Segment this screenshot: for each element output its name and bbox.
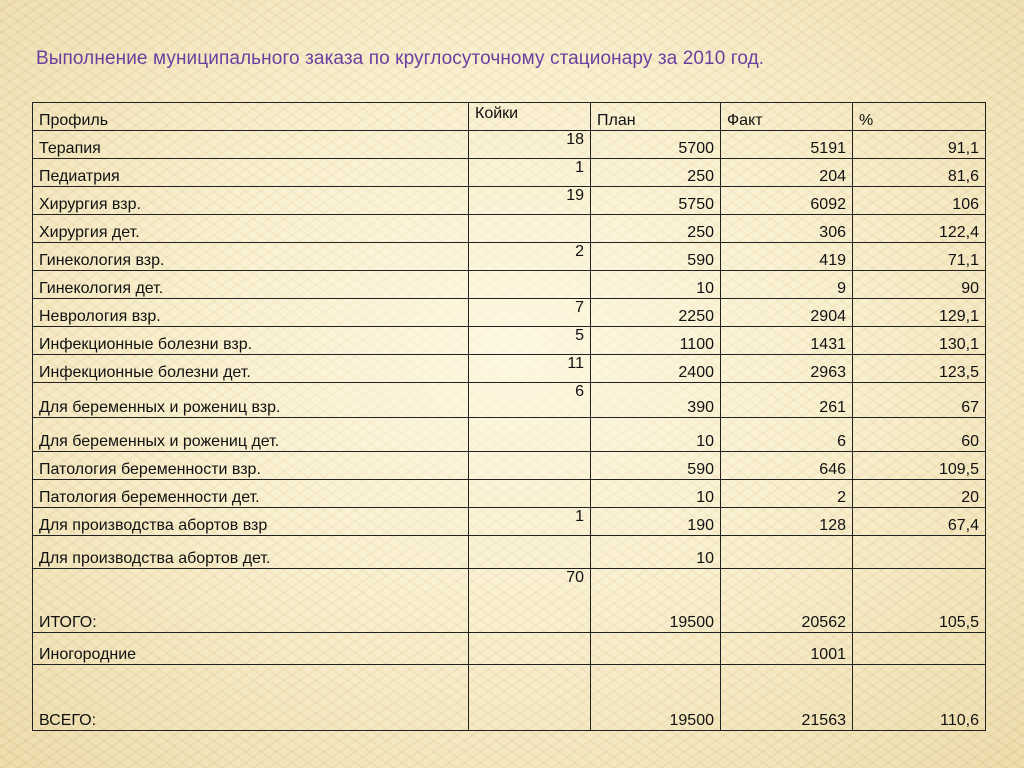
cell-fact: 9	[721, 271, 853, 299]
cell-beds: 2	[469, 243, 591, 271]
header-profile: Профиль	[33, 103, 469, 131]
cell-percent: 90	[853, 271, 986, 299]
cell-fact: 204	[721, 159, 853, 187]
table-row	[33, 452, 986, 480]
cell-plan: 10	[591, 418, 721, 452]
cell-beds	[469, 633, 591, 665]
cell-plan: 250	[591, 215, 721, 243]
cell-percent: 129,1	[853, 299, 986, 327]
table-row	[33, 187, 986, 215]
cell-percent: 122,4	[853, 215, 986, 243]
cell-percent: 130,1	[853, 327, 986, 355]
cell-beds	[469, 271, 591, 299]
cell-fact: 1431	[721, 327, 853, 355]
cell-percent: 109,5	[853, 452, 986, 480]
table-row	[33, 271, 986, 299]
table-row	[33, 665, 986, 731]
table-row	[33, 355, 986, 383]
cell-plan: 5750	[591, 187, 721, 215]
cell-plan: 10	[591, 536, 721, 569]
cell-percent	[853, 633, 986, 665]
cell-percent: 123,5	[853, 355, 986, 383]
cell-beds: 11	[469, 355, 591, 383]
cell-fact: 2	[721, 480, 853, 508]
cell-fact: 2904	[721, 299, 853, 327]
cell-fact: 646	[721, 452, 853, 480]
cell-beds: 6	[469, 383, 591, 418]
cell-plan: 19500	[591, 569, 721, 633]
cell-fact	[721, 536, 853, 569]
cell-fact: 6092	[721, 187, 853, 215]
cell-profile: Хирургия взр.	[33, 187, 469, 215]
table-row	[33, 243, 986, 271]
cell-profile: Инфекционные болезни дет.	[33, 355, 469, 383]
header-fact: Факт	[721, 103, 853, 131]
cell-profile: Для производства абортов дет.	[33, 536, 469, 569]
cell-fact: 261	[721, 383, 853, 418]
cell-beds: 19	[469, 187, 591, 215]
cell-percent: 67,4	[853, 508, 986, 536]
cell-beds	[469, 665, 591, 731]
cell-plan: 250	[591, 159, 721, 187]
cell-fact: 1001	[721, 633, 853, 665]
cell-plan: 590	[591, 243, 721, 271]
cell-fact: 6	[721, 418, 853, 452]
cell-fact: 5191	[721, 131, 853, 159]
cell-beds: 5	[469, 327, 591, 355]
cell-profile: Неврология взр.	[33, 299, 469, 327]
header-beds: Койки	[469, 103, 591, 131]
cell-profile: Для беременных и рожениц дет.	[33, 418, 469, 452]
data-table	[32, 102, 986, 731]
cell-plan	[591, 633, 721, 665]
table-row	[33, 480, 986, 508]
cell-plan: 2250	[591, 299, 721, 327]
cell-beds: 1	[469, 159, 591, 187]
cell-beds	[469, 452, 591, 480]
cell-plan: 390	[591, 383, 721, 418]
cell-fact: 419	[721, 243, 853, 271]
cell-percent: 110,6	[853, 665, 986, 731]
cell-percent: 105,5	[853, 569, 986, 633]
cell-profile: Для беременных и рожениц взр.	[33, 383, 469, 418]
cell-profile: Для производства абортов взр	[33, 508, 469, 536]
table-row	[33, 536, 986, 569]
cell-plan: 2400	[591, 355, 721, 383]
cell-plan: 190	[591, 508, 721, 536]
cell-percent	[853, 536, 986, 569]
cell-fact: 21563	[721, 665, 853, 731]
table-row	[33, 131, 986, 159]
cell-profile: Иногородние	[33, 633, 469, 665]
cell-plan: 10	[591, 271, 721, 299]
cell-profile: ИТОГО:	[33, 569, 469, 633]
cell-percent: 106	[853, 187, 986, 215]
cell-beds	[469, 536, 591, 569]
table-row	[33, 327, 986, 355]
cell-profile: Патология беременности дет.	[33, 480, 469, 508]
cell-beds	[469, 480, 591, 508]
header-percent: %	[853, 103, 986, 131]
cell-profile: Педиатрия	[33, 159, 469, 187]
cell-plan: 10	[591, 480, 721, 508]
table-row	[33, 159, 986, 187]
table-row	[33, 418, 986, 452]
cell-beds: 18	[469, 131, 591, 159]
cell-profile: Патология беременности взр.	[33, 452, 469, 480]
cell-fact: 128	[721, 508, 853, 536]
cell-beds: 70	[469, 569, 591, 633]
cell-percent: 20	[853, 480, 986, 508]
cell-fact: 20562	[721, 569, 853, 633]
cell-profile: Хирургия дет.	[33, 215, 469, 243]
cell-profile: Гинекология взр.	[33, 243, 469, 271]
cell-percent: 71,1	[853, 243, 986, 271]
cell-plan: 1100	[591, 327, 721, 355]
cell-plan: 5700	[591, 131, 721, 159]
cell-fact: 2963	[721, 355, 853, 383]
cell-percent: 60	[853, 418, 986, 452]
cell-profile: ВСЕГО:	[33, 665, 469, 731]
cell-percent: 81,6	[853, 159, 986, 187]
table-row	[33, 633, 986, 665]
cell-percent: 67	[853, 383, 986, 418]
cell-profile: Инфекционные болезни взр.	[33, 327, 469, 355]
slide-title: Выполнение муниципального заказа по круглосуточному стационару за 2010 год.	[36, 48, 765, 69]
header-row	[33, 103, 986, 131]
cell-beds: 7	[469, 299, 591, 327]
cell-beds	[469, 418, 591, 452]
cell-beds: 1	[469, 508, 591, 536]
table-row	[33, 508, 986, 536]
cell-percent: 91,1	[853, 131, 986, 159]
cell-plan: 19500	[591, 665, 721, 731]
cell-fact: 306	[721, 215, 853, 243]
cell-profile: Гинекология дет.	[33, 271, 469, 299]
table-row	[33, 215, 986, 243]
header-plan: План	[591, 103, 721, 131]
table-row	[33, 383, 986, 418]
cell-profile: Терапия	[33, 131, 469, 159]
cell-plan: 590	[591, 452, 721, 480]
table-row	[33, 569, 986, 633]
table-row	[33, 299, 986, 327]
cell-beds	[469, 215, 591, 243]
